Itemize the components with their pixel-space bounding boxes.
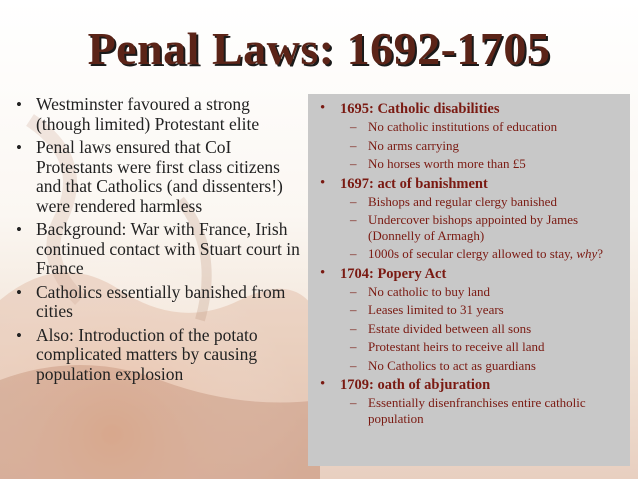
sub-list [340, 194, 630, 262]
left-bullet-item [14, 220, 302, 279]
sub-item-text: Bishops and regular clergy banished [368, 193, 557, 209]
dash-icon: – [350, 357, 357, 373]
bullet-icon: • [320, 264, 326, 281]
sub-item [340, 284, 630, 300]
sub-item [340, 212, 630, 243]
slide-title: Penal Laws: 1692-1705 [87, 23, 551, 74]
sub-item-text: Protestant heirs to receive all land [368, 339, 545, 354]
dash-icon: – [350, 302, 357, 317]
sub-item [340, 119, 630, 135]
section-heading: 1709: oath of abjuration [340, 377, 491, 393]
bullet-icon: • [320, 174, 326, 191]
sub-item [340, 246, 630, 262]
sub-item-text: Leases limited to 31 years [368, 302, 504, 317]
bullet-icon: • [16, 325, 22, 345]
sub-item-text: No catholic institutions of education [368, 119, 558, 134]
dash-icon: – [350, 395, 357, 410]
sub-item-text: No catholic to buy land [368, 283, 491, 299]
section-popery-act [308, 265, 630, 374]
dash-icon: – [350, 137, 357, 153]
section-oath-of-abjuration [308, 376, 630, 426]
left-bullet-item [14, 138, 302, 216]
dash-icon: – [350, 156, 357, 171]
bullet-icon: • [320, 376, 326, 392]
sub-item [340, 339, 630, 355]
dash-icon: – [350, 119, 357, 134]
section-catholic-disabilities [308, 100, 630, 172]
dash-icon: – [350, 193, 357, 209]
sub-list [340, 119, 630, 172]
sub-item-text: No arms carrying [368, 137, 459, 153]
bullet-icon: • [16, 220, 22, 239]
left-bullet-text: Westminster favoured a strong (though limited) Protestant elite [36, 94, 260, 134]
left-column [14, 95, 302, 388]
dash-icon: – [350, 246, 357, 261]
right-panel [308, 94, 630, 466]
left-bullet-list [14, 95, 302, 384]
left-bullet-item [14, 283, 302, 322]
dash-icon: – [350, 320, 357, 336]
sub-item [340, 156, 630, 172]
sub-item-italic: why [576, 246, 598, 261]
left-bullet-item [14, 326, 302, 385]
section-act-of-banishment [308, 175, 630, 262]
left-bullet-text: Also: Introduction of the potato complicated matters by causing population explosion [36, 324, 258, 384]
sub-item [340, 302, 630, 318]
section-heading: 1704: Popery Act [340, 265, 447, 282]
dash-icon: – [350, 339, 357, 354]
sub-item-punct: ? [597, 246, 604, 261]
sub-item [340, 358, 630, 374]
bullet-icon: • [16, 282, 22, 302]
bullet-icon: • [320, 100, 326, 116]
sub-item-text: No Catholics to act as guardians [368, 357, 536, 373]
left-bullet-text: Catholics essentially banished from cities [36, 281, 286, 321]
left-bullet-item [14, 95, 302, 134]
bullet-icon: • [16, 95, 22, 114]
right-section-list [308, 94, 630, 426]
sub-item-text: Estate divided between all sons [368, 320, 532, 336]
sub-item [340, 138, 630, 154]
sub-item-text: 1000s of secular clergy allowed to stay, [368, 246, 574, 261]
sub-item [340, 321, 630, 337]
section-heading: 1695: Catholic disabilities [340, 101, 500, 117]
left-bullet-text: Penal laws ensured that CoI Protestants were first class citizens and that Catholics (and dissenters!) were rendered harmless [36, 137, 283, 216]
left-bullet-text: Background: War with France, Irish continued contact with Stuart court in France [36, 219, 300, 278]
bullet-icon: • [16, 138, 22, 157]
dash-icon: – [350, 212, 357, 227]
sub-list [340, 284, 630, 374]
section-heading: 1697: act of banishment [340, 175, 488, 192]
sub-item [340, 194, 630, 210]
sub-item [340, 395, 630, 426]
sub-list [340, 395, 630, 426]
sub-item-text: No horses worth more than £5 [368, 156, 526, 171]
sub-item-text: Undercover bishops appointed by James (Donnelly of Armagh) [368, 212, 579, 243]
sub-item-text: Essentially disenfranchises entire catholic population [368, 395, 586, 426]
dash-icon: – [350, 283, 357, 299]
